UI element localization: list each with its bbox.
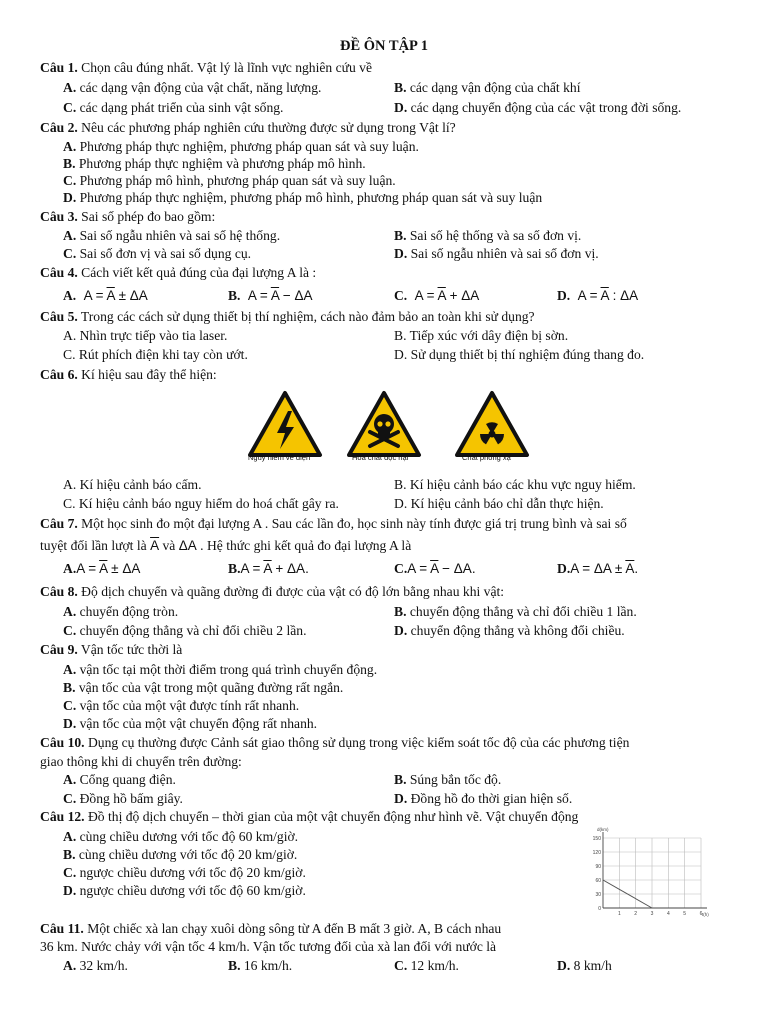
q7-option-a: $A.A = \overline{A} \pm \Delta A$: [63, 561, 141, 576]
q12-option-b: B. cùng chiều dương với tốc độ 20 km/giờ.: [63, 847, 298, 862]
q12-option-d: D. ngược chiều dương với tốc độ 60 km/giờ.: [63, 883, 306, 898]
q6-option-a: A. Kí hiệu cảnh báo cấm.: [63, 477, 202, 492]
q6-option-d: D. Kí hiệu cảnh báo chỉ dẫn thực hiện.: [394, 496, 604, 511]
q10-option-b: B. Súng bắn tốc độ.: [394, 772, 502, 787]
q3-option-d: D. Sai số ngẫu nhiên và sai số đơn vị.: [394, 246, 599, 261]
q8-option-d: D. chuyển động thẳng và không đổi chiều.: [394, 623, 625, 638]
sign-caption-toxic: Hoá chất độc hại: [352, 453, 409, 462]
q1-option-c: C. các dạng phát triển của sinh vật sống.: [63, 100, 284, 115]
q10-option-a: A. Cổng quang điện.: [63, 772, 176, 787]
q8-option-c: C. chuyển động thẳng và chỉ đổi chiều 2 lần.: [63, 623, 307, 638]
question-7: Câu 7. Một học sinh đo một đại lượng A . Sau các lần đo, học sinh này tính được giá trị trung bình và sai số: [40, 516, 627, 531]
question-2: Câu 2. Nêu các phương pháp nghiên cứu thường được sử dụng trong Vật lí?: [40, 120, 456, 135]
graph-y-tick-label: 90: [595, 864, 601, 870]
graph-x-axis-label: t(h): [702, 912, 709, 917]
sign-caption-radiation: Chất phóng xạ: [462, 453, 511, 462]
q4-option-b: B. $A = \overline{A} - \Delta A$: [228, 288, 313, 303]
q4-option-d: D. $A = \overline{A}$ : ΔA: [557, 288, 639, 303]
q6-option-c: C. Kí hiệu cảnh báo nguy hiểm do hoá chất gây ra.: [63, 496, 339, 511]
q12-option-c: C. ngược chiều dương với tốc độ 20 km/giờ.: [63, 865, 306, 880]
question-10: Câu 10. Dụng cụ thường được Cảnh sát giao thông sử dụng trong việc kiểm soát tốc độ của các phương tiện: [40, 735, 630, 750]
graph-x-tick-label: 2: [634, 911, 638, 917]
graph-y-tick-label: 120: [592, 850, 601, 856]
question-1: Câu 1. Chọn câu đúng nhất. Vật lý là lĩnh vực nghiên cứu về: [40, 60, 373, 75]
question-9: Câu 9. Vận tốc tức thời là: [40, 642, 183, 657]
q12-option-a: A. cùng chiều dương với tốc độ 60 km/giờ.: [63, 829, 299, 844]
q10-option-d: D. Đồng hồ đo thời gian hiện số.: [394, 791, 573, 806]
q7-option-d: $D.A = \Delta A \pm \overline{A}$.: [557, 561, 639, 576]
question-12: Câu 12. Đồ thị độ dịch chuyển – thời gian của một vật chuyển động như hình vẽ. Vật chuyển động: [40, 809, 579, 824]
question-3: Câu 3. Sai số phép đo bao gồm:: [40, 209, 216, 224]
q3-option-a: A. Sai số ngẫu nhiên và sai số hệ thống.: [63, 228, 281, 243]
sign-caption-electric: Nguy hiểm về điện: [248, 453, 311, 462]
q5-option-b: B. Tiếp xúc với dây điện bị sờn.: [394, 328, 569, 343]
question-11-cont: 36 km. Nước chảy với vận tốc 4 km/h. Vận tốc tương đối của xà lan đối với nước là: [40, 939, 497, 954]
q11-option-b: B. 16 km/h.: [228, 958, 293, 973]
q7-option-c: $C.A = \overline{A} - \Delta A$.: [394, 561, 476, 576]
q10-option-c: C. Đồng hồ bấm giây.: [63, 791, 183, 806]
graph-y-tick-label: 150: [592, 836, 601, 842]
q2-option-a: A. Phương pháp thực nghiệm, phương pháp quan sát và suy luận.: [63, 139, 419, 154]
q9-option-d: D. vận tốc của một vật chuyển động rất nhanh.: [63, 716, 318, 731]
q1-option-d: D. các dạng chuyển động của các vật trong đời sống.: [394, 100, 682, 115]
q2-option-d: D. Phương pháp thực nghiệm, phương pháp mô hình, phương pháp quan sát và suy luận: [63, 190, 543, 205]
graph-x-tick-label: 3: [650, 911, 654, 917]
graph-x-tick-label: 4: [666, 911, 670, 917]
q11-option-a: A. 32 km/h.: [63, 958, 128, 973]
question-7-cont: tuyệt đối lần lượt là $\overline{A}$ và ΔA . Hệ thức ghi kết quả đo đại lượng A là: [40, 538, 412, 553]
question-6: Câu 6. Kí hiệu sau đây thể hiện:: [40, 367, 217, 382]
page-title: ĐỀ ÔN TẬP 1: [340, 38, 428, 54]
q2-option-b: B. Phương pháp thực nghiệm và phương pháp mô hình.: [63, 156, 366, 171]
q3-option-c: C. Sai số đơn vị và sai số dụng cụ.: [63, 246, 252, 261]
question-4: Câu 4. Cách viết kết quả đúng của đại lượng A là :: [40, 265, 317, 280]
displacement-time-graph: [583, 826, 713, 922]
graph-x-tick-label: 6: [699, 911, 703, 917]
q3-option-b: B. Sai số hệ thống và sa số đơn vị.: [394, 228, 582, 243]
q5-option-c: C. Rút phích điện khi tay còn ướt.: [63, 347, 248, 362]
q1-option-a: A. các dạng vận động của vật chất, năng lượng.: [63, 80, 322, 95]
q4-option-c: C. $A = \overline{A} + \Delta A$: [394, 288, 480, 303]
graph-x-tick-label: 1: [617, 911, 621, 917]
q5-option-a: A. Nhìn trực tiếp vào tia laser.: [63, 328, 228, 343]
graph-y-tick-label: 0: [598, 906, 601, 912]
q6-option-b: B. Kí hiệu cảnh báo các khu vực nguy hiểm.: [394, 477, 636, 492]
q7-option-b: $B.A = \overline{A} + \Delta A$.: [228, 561, 309, 576]
graph-y-tick-label: 30: [595, 892, 601, 898]
q1-option-b: B. các dạng vận động của chất khí: [394, 80, 581, 95]
graph-y-tick-label: 60: [595, 878, 601, 884]
question-11: Câu 11. Một chiếc xà lan chạy xuôi dòng sông từ A đến B mất 3 giờ. A, B cách nhau: [40, 921, 502, 936]
q11-option-c: C. 12 km/h.: [394, 958, 459, 973]
q4-option-a: A. $A = \overline{A} \pm \Delta A$: [63, 288, 148, 303]
q9-option-a: A. vận tốc tại một thời điểm trong quá trình chuyển động.: [63, 662, 378, 677]
q9-option-b: B. vận tốc của vật trong một quãng đường rất ngắn.: [63, 680, 344, 695]
q11-option-d: D. 8 km/h: [557, 958, 612, 973]
q8-option-a: A. chuyển động tròn.: [63, 604, 179, 619]
question-10-cont: giao thông khi di chuyển trên đường:: [40, 754, 242, 769]
question-8: Câu 8. Độ dịch chuyển và quãng đường đi được của vật có độ lớn bằng nhau khi vật:: [40, 584, 505, 599]
q8-option-b: B. chuyển động thẳng và chỉ đổi chiều 1 lần.: [394, 604, 637, 619]
graph-y-axis-label: d(km): [597, 827, 609, 832]
q9-option-c: C. vận tốc của một vật được tính rất nhanh.: [63, 698, 300, 713]
question-5: Câu 5. Trong các cách sử dụng thiết bị thí nghiệm, cách nào đảm bảo an toàn khi sử dụng?: [40, 309, 535, 324]
graph-x-tick-label: 5: [683, 911, 687, 917]
q5-option-d: D. Sử dụng thiết bị thí nghiệm đúng thang đo.: [394, 347, 645, 362]
q2-option-c: C. Phương pháp mô hình, phương pháp quan sát và suy luận.: [63, 173, 396, 188]
